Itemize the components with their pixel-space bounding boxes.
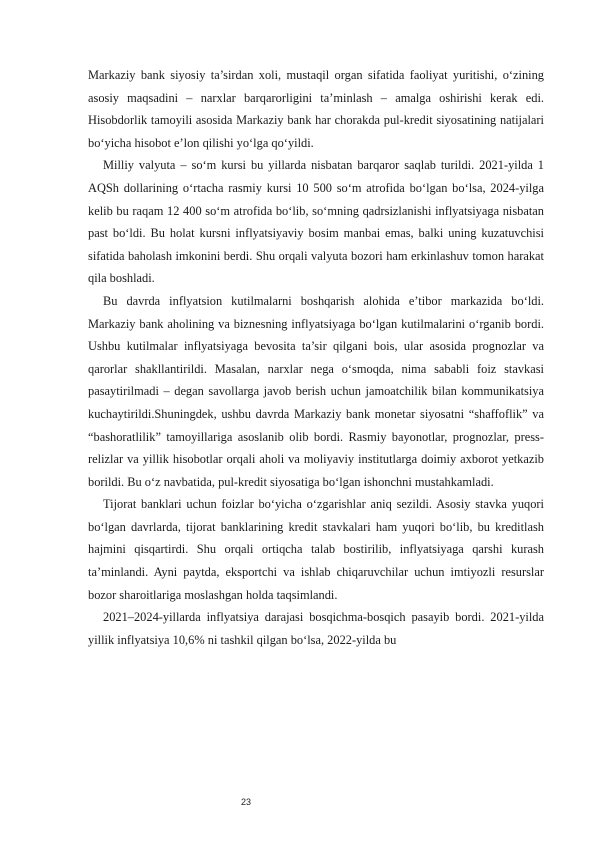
paragraph-exchange-rate: Milliy valyuta – so‘m kursi bu yillarda nisbatan barqaror saqlab turildi. 2021-yilda 1 AQSh dollarining o‘rtacha rasmiy kursi 10 500 so‘m atrofida bo‘lgan bo‘lsa, 2024-yilga kelib bu raqam 12 400 so‘m atrofida bo‘lib, so‘mning qadrsizlanishi inflyatsiyaga nisbatan past bo‘ldi. Bu holat kursni inflyatsiyaviy bosim manbai emas, balki uning kuzatuvchisi sifatida baholash imkonini berdi. Shu orqali valyuta bozori ham erkinlashuv tomon harakat qila boshladi. <box>88 158 544 286</box>
paragraph-commercial-banks: Tijorat banklari uchun foizlar bo‘yicha o‘zgarishlar aniq sezildi. Asosiy stavka yuqori bo‘lgan davrlarda, tijorat banklarining kredit stavkalari ham yuqori bo‘lib, bu kreditlash hajmini qisqartirdi. Shu orqali ortiqcha talab bostirilib, inflyatsiyaga qarshi kurash ta’minlandi. Ayni paytda, eksportchi va ishlab chiqaruvchilar uchun imtiyozli resurslar bozor sharoitlariga moslashgan holda taqsimlandi. <box>88 497 544 602</box>
paragraph-inflation-2021-2024: 2021–2024-yillarda inflyatsiya darajasi bosqichma-bosqich pasayib bordi. 2021-yilda yillik inflyatsiya 10,6% ni tashkil qilgan bo‘lsa, 2022-yilda bu <box>88 610 544 647</box>
paragraph-central-bank-independence: Markaziy bank siyosiy ta’sirdan xoli, mustaqil organ sifatida faoliyat yuritishi, o‘zining asosiy maqsadini – narxlar barqarorligini ta’minlash – amalga oshirishi kerak edi. Hisobdorlik tamoyili asosida Markaziy bank har chorakda pul-kredit siyosatining natijalari bo‘yicha hisobot e’lon qilishi yo‘lga qo‘yildi. <box>88 68 544 150</box>
paragraph-inflation-expectations: Bu davrda inflyatsion kutilmalarni boshqarish alohida e’tibor markazida bo‘ldi. Markaziy bank aholining va biznesning inflyatsiyaga bo‘lgan kutilmalarini o‘rganib bordi. Ushbu kutilmalar inflyatsiyaga bevosita ta’sir qilgani bois, ular asosida prognozlar va qarorlar shakllantirildi. Masalan, narxlar nega o‘smoqda, nima sababli foiz stavkasi pasaytirilmadi – degan savollarga javob berish uchun jamoatchilik bilan kommunikatsiya kuchaytirildi.Shuningdek, ushbu davrda Markaziy bank monetar siyosatni “shaffoflik” va “bashoratlilik” tamoyillariga asoslanib olib bordi. Rasmiy bayonotlar, prognozlar, press-relizlar va yillik hisobotlar orqali aholi va moliyaviy institutlarga doimiy axborot yetkazib borildi. Bu o‘z navbatida, pul-kredit siyosatiga bo‘lgan ishonchni mustahkamladi. <box>88 293 544 489</box>
document-body <box>88 64 544 651</box>
page-number: 23 <box>241 797 252 807</box>
